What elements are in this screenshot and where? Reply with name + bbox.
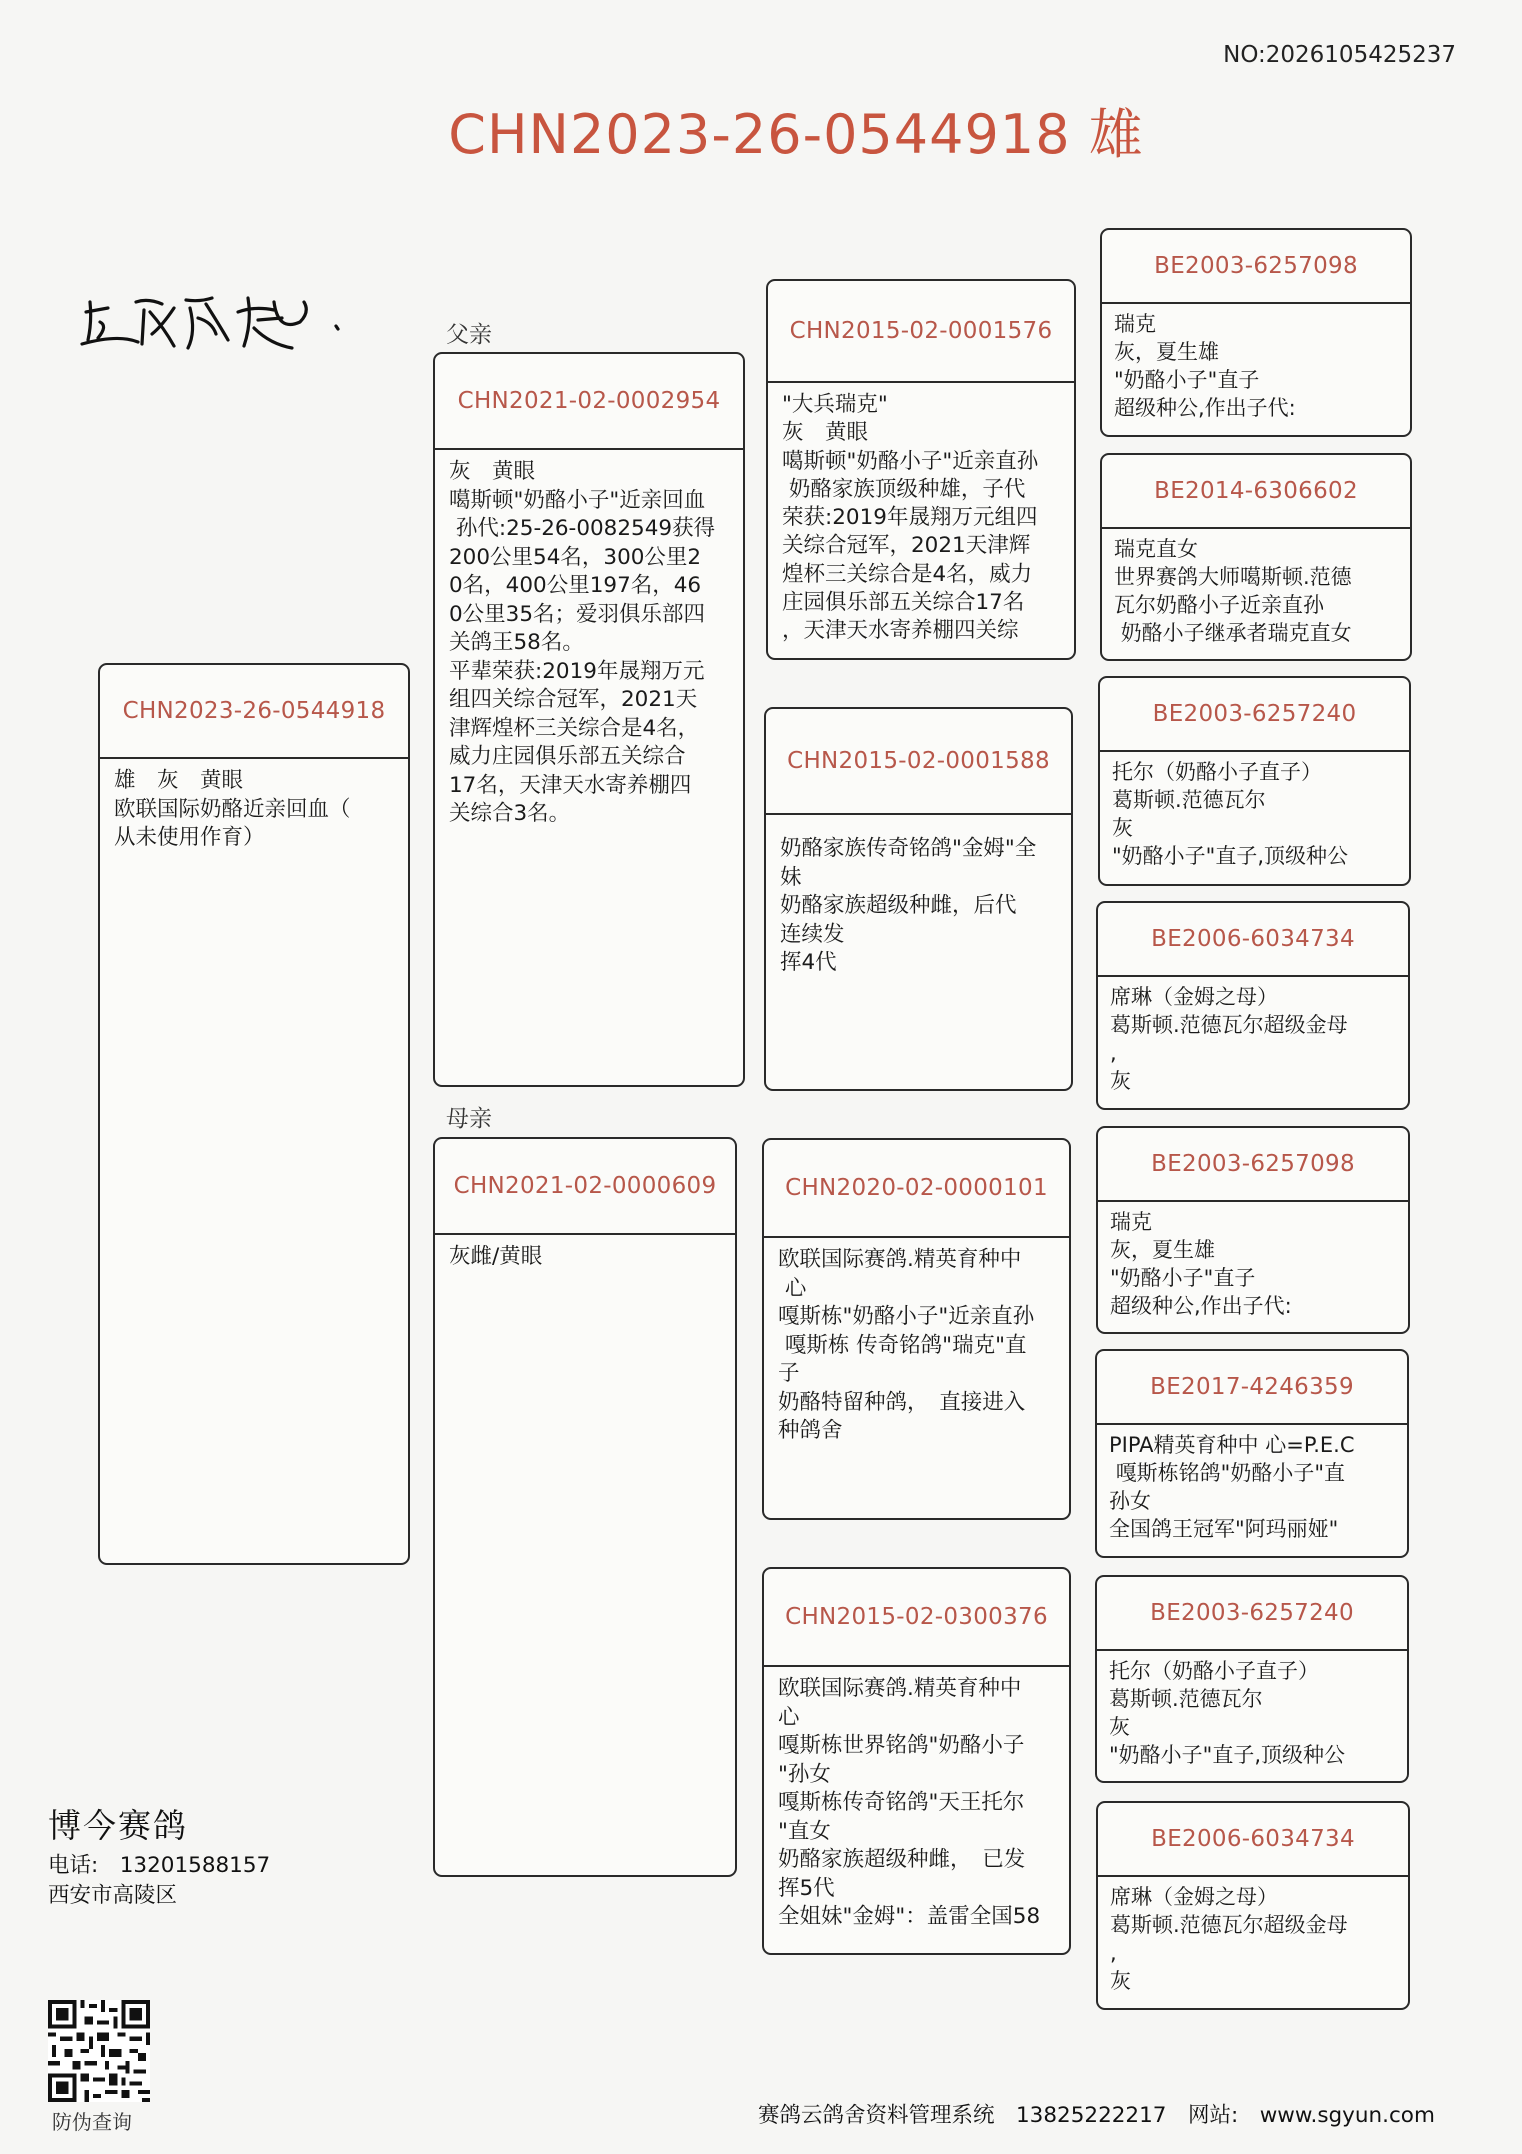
note-line: 托尔（奶酪小子直子）: [1112, 760, 1322, 784]
note-line: PIPA精英育种中 心=P.E.C: [1109, 1433, 1355, 1457]
note-line: 奶酪家族传奇铭鸽"金姆"全: [780, 836, 1037, 861]
note-line: 奶酪特留种鸽， 直接进入: [778, 1389, 1026, 1415]
gg4-notes: [1098, 977, 1408, 1095]
dam-sire-ring: CHN2020-02-0000101: [764, 1140, 1069, 1238]
gg5-ring: BE2003-6257098: [1098, 1128, 1408, 1202]
note-line: 煌杯三关综合是4名，威力: [782, 561, 1033, 587]
dam-card: [433, 1137, 737, 1877]
note-line: 灰，夏生雄: [1110, 1238, 1215, 1262]
note-line: 欧联国际赛鸽.精英育种中: [778, 1676, 1022, 1701]
footer-system-info: 赛鸽云鸽舍资料管理系统 13825222217 网站: www.sgyun.com: [758, 2103, 1435, 2128]
gg2-ring: BE2014-6306602: [1102, 455, 1410, 529]
gg2-card: [1100, 453, 1412, 661]
note-line: 葛斯顿.范德瓦尔: [1109, 1687, 1263, 1711]
note-line: 嘎斯栋 传奇铭鸽"瑞克"直: [778, 1332, 1027, 1358]
note-line: 0名，400公里197名，46: [449, 573, 702, 598]
note-line: "奶酪小子"直子,顶级种公: [1109, 1743, 1345, 1767]
note-line: 噶斯顿"奶酪小子"近亲直孙: [782, 448, 1039, 474]
subject-card: [98, 663, 410, 1565]
note-line: 孙女: [1109, 1489, 1151, 1513]
note-line: 奶酪小子继承者瑞克直女: [1114, 621, 1352, 645]
loft-address: 西安市高陵区: [48, 1883, 178, 1908]
note-line: 嘎斯栋"奶酪小子"近亲直孙: [778, 1304, 1035, 1329]
note-line: 葛斯顿.范德瓦尔超级金母: [1110, 1913, 1348, 1937]
note-line: 奶酪家族超级种雌，后代: [780, 893, 1017, 918]
father-label: 父亲: [446, 322, 492, 348]
note-line: 全国鸽王冠军"阿玛丽娅": [1109, 1517, 1339, 1541]
dam-sire-notes: [764, 1238, 1069, 1446]
pedigree-title: CHN2023-26-0544918 雄: [448, 103, 1144, 166]
sire-card: [433, 352, 745, 1087]
note-line: 灰: [1112, 816, 1133, 840]
loft-name: 博今赛鸽: [48, 1806, 188, 1845]
subject-ring: CHN2023-26-0544918: [100, 665, 408, 759]
dam-sire-card: [762, 1138, 1071, 1520]
note-line: 全姐妹"金姆"：盖雷全国58: [778, 1904, 1041, 1929]
note-line: 关综合3名。: [449, 801, 571, 826]
gg7-card: [1095, 1575, 1409, 1783]
mother-label: 母亲: [446, 1106, 492, 1132]
gg3-notes: [1100, 752, 1409, 870]
note-line: 平辈荣获:2019年晟翔万元: [449, 658, 705, 684]
note-line: 灰 黄眼: [449, 459, 536, 484]
note-line: ,: [1110, 1041, 1117, 1065]
note-line: 妹: [780, 864, 802, 890]
sire-sire-card: [766, 279, 1076, 660]
note-line: 欧联国际奶酪近亲回血（: [114, 796, 351, 822]
gg3-ring: BE2003-6257240: [1100, 678, 1409, 752]
note-line: "大兵瑞克": [782, 392, 888, 417]
note-line: 灰: [1110, 1069, 1131, 1093]
note-line: "孙女: [778, 1761, 831, 1787]
gg8-notes: [1098, 1877, 1408, 1995]
note-line: "直女: [778, 1818, 831, 1844]
note-line: 奶酪家族超级种雌， 已发: [778, 1847, 1026, 1872]
note-line: 17名，天津天水寄养棚四: [449, 772, 692, 798]
note-line: 威力庄园俱乐部五关综合: [449, 744, 686, 769]
note-line: 0公里35名；爱羽俱乐部四: [449, 601, 706, 627]
dam-dam-notes: [764, 1667, 1069, 1932]
note-line: 组四关综合冠军，2021天: [449, 687, 698, 712]
note-line: 连续发: [780, 921, 845, 947]
note-line: 瑞克: [1110, 1210, 1152, 1234]
note-line: 嘎斯栋传奇铭鸽"天王托尔: [778, 1790, 1025, 1815]
dam-notes: [435, 1235, 735, 1272]
gg4-card: [1096, 901, 1410, 1110]
note-line: 灰: [1109, 1715, 1130, 1739]
note-line: 嘎斯栋世界铭鸽"奶酪小子: [778, 1733, 1025, 1758]
note-line: "奶酪小子"直子,顶级种公: [1112, 844, 1348, 868]
note-line: 席琳（金姆之母）: [1110, 1885, 1278, 1909]
gg8-card: [1096, 1801, 1410, 2010]
note-line: 心: [778, 1704, 800, 1730]
sire-ring: CHN2021-02-0002954: [435, 354, 743, 450]
gg7-notes: [1097, 1651, 1407, 1769]
dam-dam-ring: CHN2015-02-0300376: [764, 1569, 1069, 1667]
note-line: 托尔（奶酪小子直子）: [1109, 1659, 1319, 1683]
loft-phone: 电话: 13201588157: [48, 1853, 271, 1878]
note-line: 瓦尔奶酪小子近亲直孙: [1114, 593, 1324, 617]
note-line: ，天津天水寄养棚四关综: [782, 618, 1019, 644]
note-line: 奶酪家族顶级种雄，子代: [782, 476, 1026, 502]
dam-dam-card: [762, 1567, 1071, 1955]
gg2-notes: [1102, 529, 1410, 647]
note-line: 席琳（金姆之母）: [1110, 985, 1278, 1009]
note-line: 关综合冠军，2021天津辉: [782, 533, 1031, 559]
gg4-ring: BE2006-6034734: [1098, 903, 1408, 977]
note-line: ,: [1110, 1941, 1117, 1965]
note-line: 灰雌/黄眼: [449, 1244, 543, 1269]
gg8-ring: BE2006-6034734: [1098, 1803, 1408, 1877]
note-line: 噶斯顿"奶酪小子"近亲回血: [449, 487, 706, 513]
note-line: 超级种公,作出子代:: [1114, 396, 1296, 420]
gg1-notes: [1102, 304, 1410, 422]
subject-notes: [100, 759, 408, 853]
note-line: 欧联国际赛鸽.精英育种中: [778, 1247, 1022, 1272]
note-line: 关鸽王58名。: [449, 630, 584, 655]
note-line: 从未使用作育）: [114, 825, 265, 850]
note-line: 挥4代: [780, 950, 837, 975]
note-line: 雄 灰 黄眼: [114, 768, 244, 793]
qr-code-icon[interactable]: [48, 2000, 150, 2102]
gg5-card: [1096, 1126, 1410, 1334]
sire-dam-ring: CHN2015-02-0001588: [766, 709, 1071, 815]
gg1-card: [1100, 228, 1412, 437]
note-line: 葛斯顿.范德瓦尔: [1112, 788, 1266, 812]
sire-sire-notes: [768, 383, 1074, 646]
note-line: 嘎斯栋铭鸽"奶酪小子"直: [1109, 1461, 1346, 1485]
note-line: 灰，夏生雄: [1114, 340, 1219, 364]
note-line: 挥5代: [778, 1875, 835, 1901]
note-line: 庄园俱乐部五关综合17名: [782, 590, 1025, 616]
note-line: "奶酪小子"直子: [1114, 368, 1260, 392]
qr-label: 防伪查询: [52, 2110, 132, 2134]
note-line: 世界赛鸽大师噶斯顿.范德: [1114, 565, 1352, 589]
note-line: 种鸽舍: [778, 1418, 843, 1443]
gg1-ring: BE2003-6257098: [1102, 230, 1410, 304]
gg6-card: [1095, 1349, 1409, 1558]
note-line: 超级种公,作出子代:: [1110, 1294, 1292, 1318]
gg6-ring: BE2017-4246359: [1097, 1351, 1407, 1425]
sire-notes: [435, 450, 743, 829]
note-line: 孙代:25-26-0082549获得: [449, 516, 716, 541]
handwritten-signature: [78, 282, 378, 372]
note-line: "奶酪小子"直子: [1110, 1266, 1256, 1290]
note-line: 心: [778, 1275, 807, 1301]
dam-ring: CHN2021-02-0000609: [435, 1139, 735, 1235]
note-line: 灰: [1110, 1969, 1131, 1993]
gg3-card: [1098, 676, 1411, 886]
note-line: 灰 黄眼: [782, 420, 869, 446]
sire-sire-ring: CHN2015-02-0001576: [768, 281, 1074, 383]
note-line: 瑞克直女: [1114, 537, 1198, 561]
sire-dam-card: [764, 707, 1073, 1091]
note-line: 瑞克: [1114, 312, 1156, 336]
gg5-notes: [1098, 1202, 1408, 1320]
note-line: 子: [778, 1361, 800, 1386]
gg7-ring: BE2003-6257240: [1097, 1577, 1407, 1651]
note-line: 荣获:2019年晟翔万元组四: [782, 505, 1038, 531]
note-line: 葛斯顿.范德瓦尔超级金母: [1110, 1013, 1348, 1037]
note-line: 津辉煌杯三关综合是4名，: [449, 715, 700, 741]
sire-dam-notes: [766, 815, 1071, 978]
gg6-notes: [1097, 1425, 1407, 1543]
document-number: NO:2026105425237: [1223, 42, 1456, 68]
note-line: 200公里54名，300公里2: [449, 544, 702, 570]
